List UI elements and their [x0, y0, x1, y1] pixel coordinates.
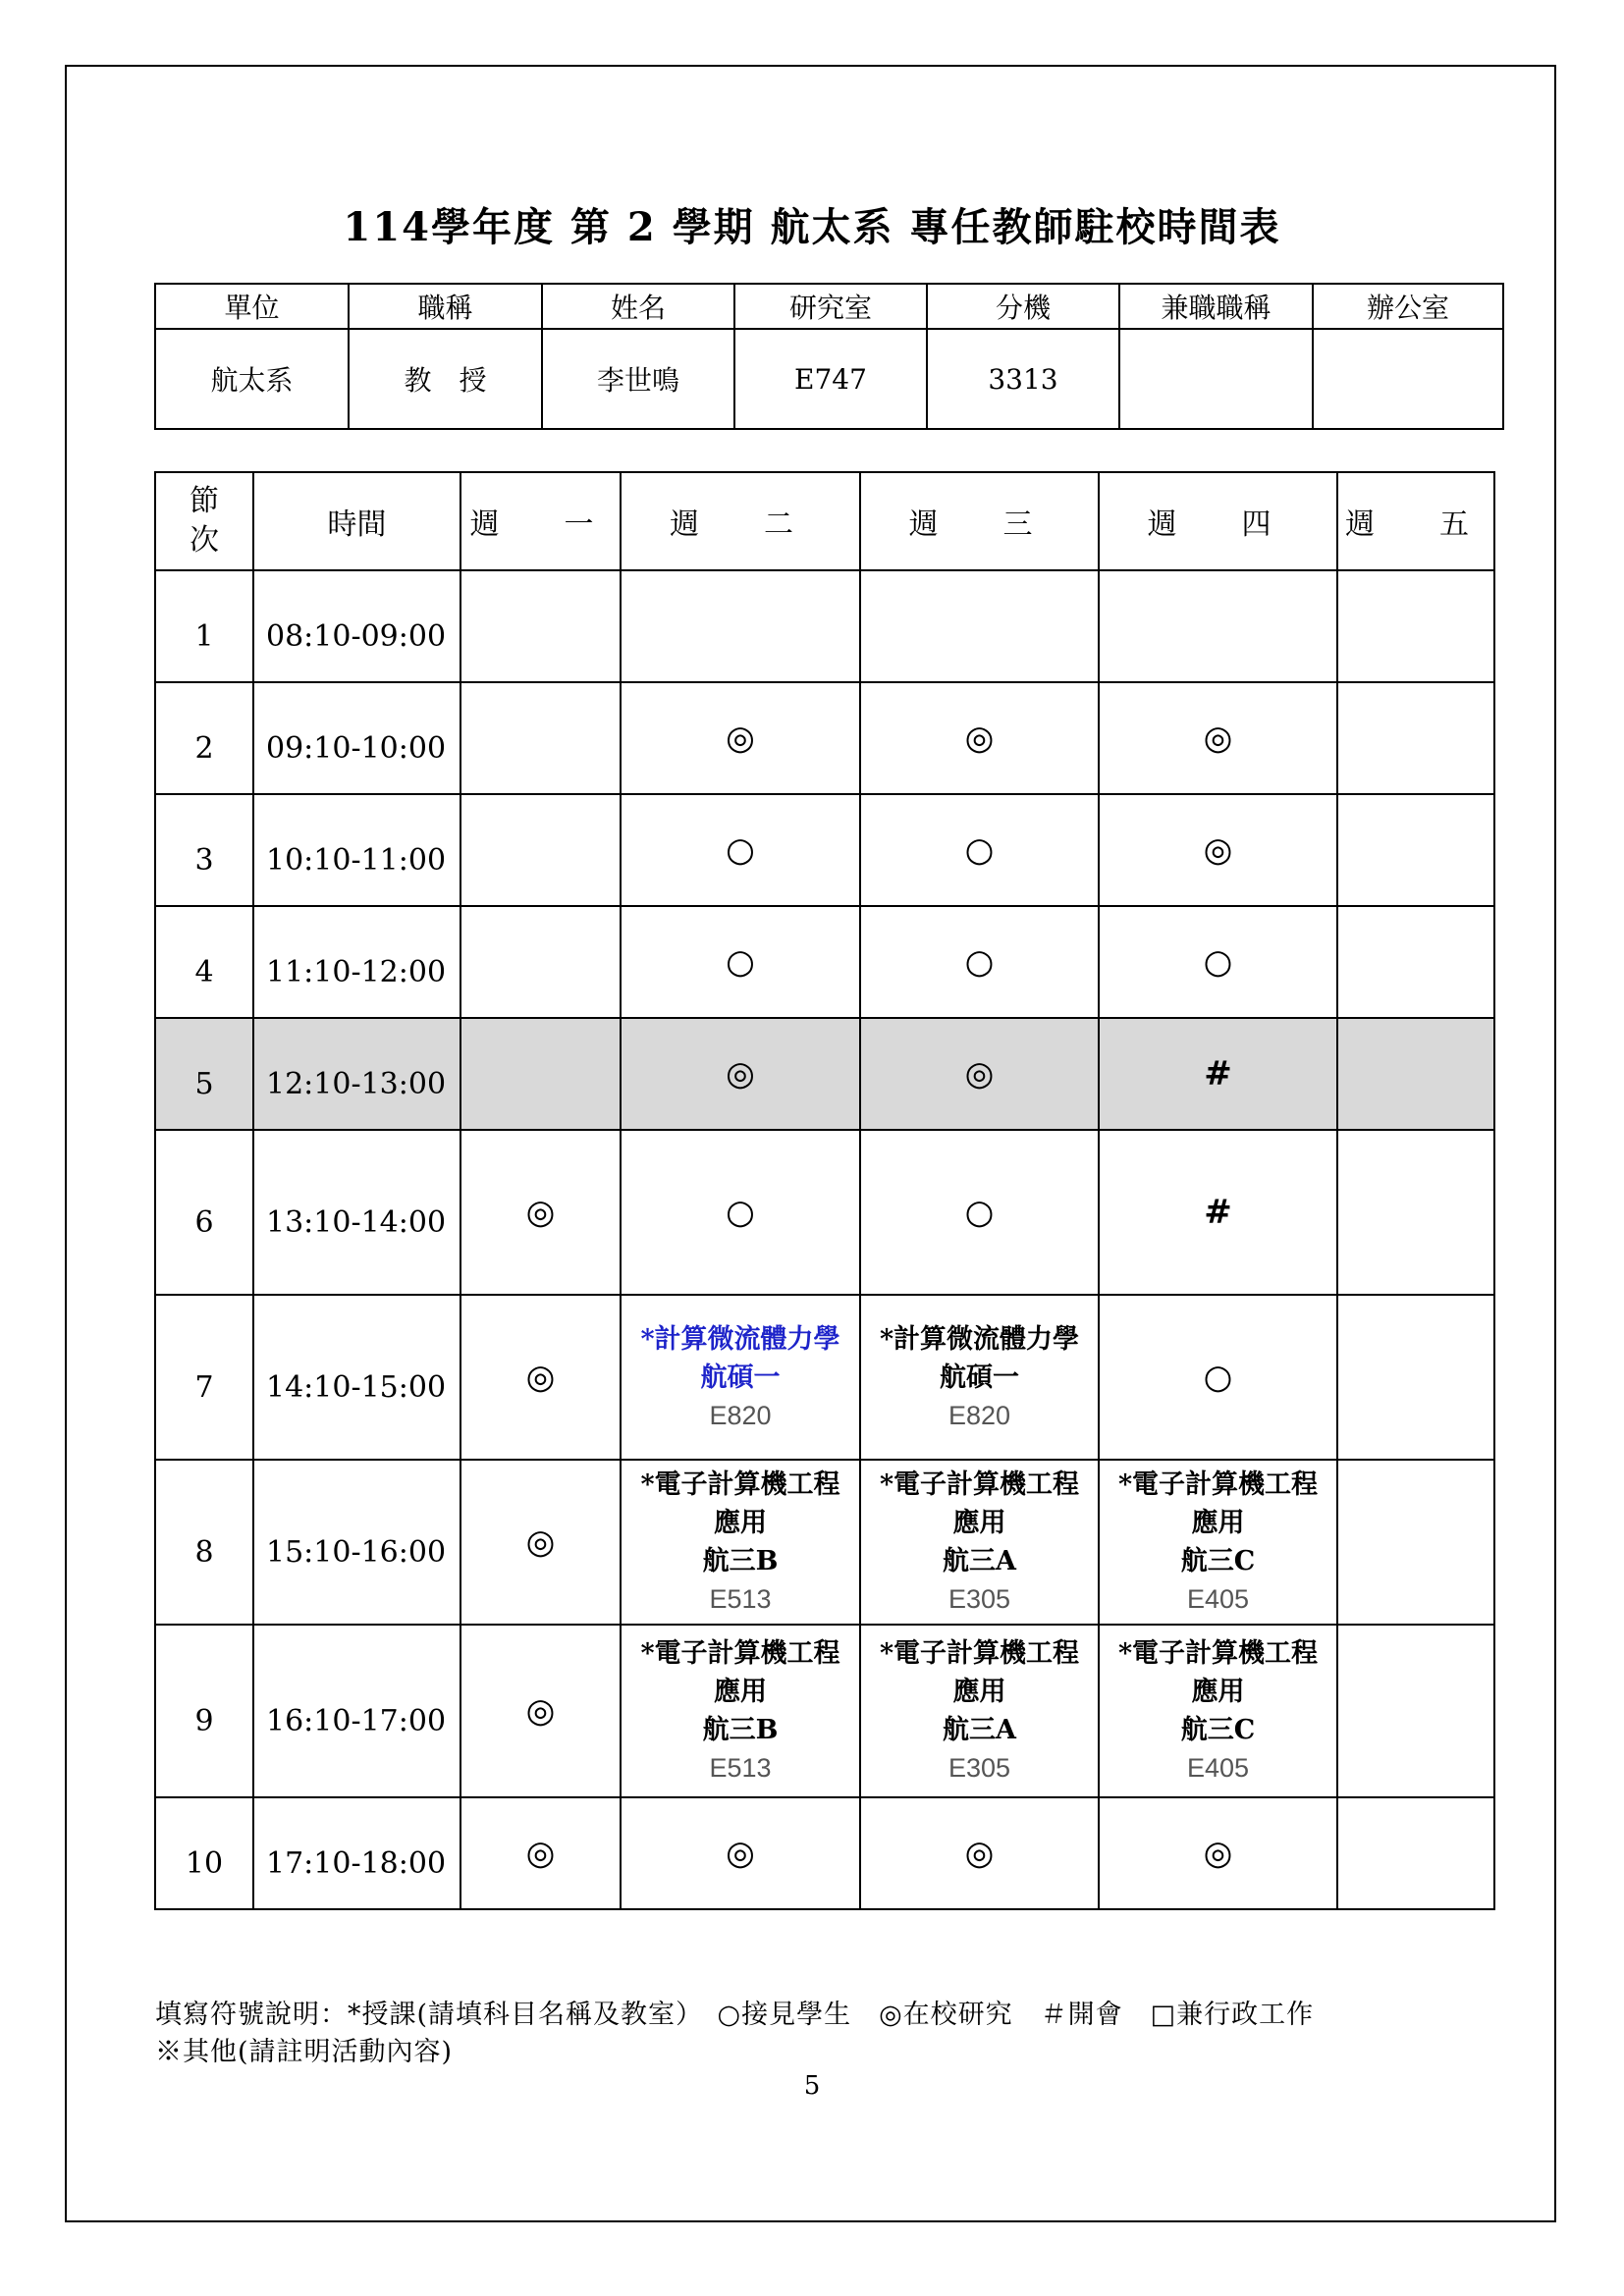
research-mark	[460, 1625, 621, 1797]
research-mark-symbol: ◎	[1203, 830, 1233, 870]
schedule-row	[155, 1625, 1494, 1797]
course-name: *電子計算機工程 應用	[1117, 1469, 1319, 1538]
period-time: 13:10-14:00	[253, 1130, 460, 1295]
research-mark-symbol: ◎	[525, 1522, 556, 1562]
research-mark	[1099, 682, 1337, 794]
empty-cell	[1337, 1130, 1494, 1295]
meeting-mark	[1099, 1130, 1337, 1295]
period-time: 14:10-15:00	[253, 1295, 460, 1460]
info-header-title: 職稱	[349, 284, 542, 329]
course-entry	[1100, 1466, 1336, 1619]
research-mark-symbol: ◎	[726, 1054, 755, 1094]
research-mark	[621, 682, 860, 794]
research-mark	[460, 1295, 621, 1460]
empty-cell	[460, 906, 621, 1018]
info-unit: 航太系	[155, 329, 349, 429]
research-mark-symbol: ◎	[525, 1193, 556, 1232]
research-mark-symbol: ◎	[964, 1054, 995, 1094]
schedule-row	[155, 1018, 1494, 1130]
info-admin-office	[1313, 329, 1503, 429]
period-time: 09:10-10:00	[253, 682, 460, 794]
course-name: *電子計算機工程 應用	[1117, 1638, 1319, 1707]
schedule-row	[155, 570, 1494, 682]
legend-other: ※其他(請註明活動內容)	[155, 2037, 454, 2067]
period-time: 10:10-11:00	[253, 794, 460, 906]
course-cell	[860, 1625, 1099, 1797]
course-entry	[622, 1634, 859, 1788]
course-name: *計算微流體力學	[640, 1323, 840, 1355]
research-mark	[860, 1018, 1099, 1130]
info-header-concurrent-title: 兼職職稱	[1119, 284, 1313, 329]
course-room: E305	[947, 1753, 1011, 1783]
course-cell	[860, 1295, 1099, 1460]
info-office: E747	[734, 329, 927, 429]
student-meeting-mark	[1099, 1295, 1337, 1460]
course-entry	[622, 1466, 859, 1619]
period-number: 3	[155, 794, 253, 906]
research-mark-symbol: ◎	[964, 1834, 995, 1873]
info-header-office: 研究室	[734, 284, 927, 329]
header-period: 節 次	[155, 472, 253, 570]
student-meeting-mark	[860, 906, 1099, 1018]
course-class: 航三B	[702, 1546, 779, 1576]
schedule-row	[155, 682, 1494, 794]
schedule-row	[155, 794, 1494, 906]
student-meeting-mark	[621, 794, 860, 906]
info-extension: 3313	[927, 329, 1119, 429]
course-entry	[1100, 1634, 1336, 1788]
course-entry	[861, 1634, 1098, 1788]
course-room: E405	[1186, 1753, 1250, 1783]
info-name: 李世鳴	[542, 329, 734, 429]
research-mark	[621, 1018, 860, 1130]
empty-cell	[460, 682, 621, 794]
period-number: 7	[155, 1295, 253, 1460]
period-number: 9	[155, 1625, 253, 1797]
period-number: 10	[155, 1797, 253, 1909]
page-number: 5	[803, 2071, 821, 2101]
info-header-unit: 單位	[155, 284, 349, 329]
course-class: 航碩一	[700, 1362, 781, 1393]
period-time: 12:10-13:00	[253, 1018, 460, 1130]
course-class: 航三A	[943, 1546, 1016, 1576]
research-mark	[460, 1460, 621, 1625]
period-time: 17:10-18:00	[253, 1797, 460, 1909]
legend	[155, 1997, 1314, 2071]
info-header-name: 姓名	[542, 284, 734, 329]
student-meeting-mark	[860, 1130, 1099, 1295]
course-room: E305	[947, 1584, 1011, 1614]
student-meeting-mark-symbol: ○	[726, 942, 755, 982]
schedule-row	[155, 1295, 1494, 1460]
research-mark	[1099, 1797, 1337, 1909]
meeting-mark-symbol: #	[1204, 1193, 1232, 1232]
period-time: 08:10-09:00	[253, 570, 460, 682]
course-class: 航三A	[943, 1715, 1016, 1745]
research-mark-symbol: ◎	[525, 1358, 556, 1397]
course-cell	[1099, 1460, 1337, 1625]
period-time: 11:10-12:00	[253, 906, 460, 1018]
research-mark-symbol: ◎	[726, 719, 755, 758]
course-name: *電子計算機工程 應用	[640, 1638, 840, 1707]
empty-cell	[621, 570, 860, 682]
student-meeting-mark-symbol: ○	[726, 1193, 755, 1232]
student-meeting-mark-symbol: ○	[964, 1193, 995, 1232]
period-number: 8	[155, 1460, 253, 1625]
course-room: E405	[1186, 1584, 1250, 1614]
empty-cell	[460, 570, 621, 682]
course-class: 航碩一	[940, 1362, 1019, 1393]
student-meeting-mark-symbol: ○	[1203, 942, 1233, 982]
empty-cell	[1337, 1018, 1494, 1130]
course-entry	[622, 1320, 859, 1435]
research-mark	[1099, 794, 1337, 906]
empty-cell	[1099, 570, 1337, 682]
empty-cell	[1337, 1295, 1494, 1460]
research-mark-symbol: ◎	[1203, 719, 1233, 758]
schedule-row	[155, 906, 1494, 1018]
period-time: 16:10-17:00	[253, 1625, 460, 1797]
course-cell	[860, 1460, 1099, 1625]
empty-cell	[1337, 1460, 1494, 1625]
schedule-row	[155, 1797, 1494, 1909]
course-room: E513	[709, 1584, 772, 1614]
course-room: E820	[709, 1400, 772, 1430]
research-mark-symbol: ◎	[525, 1691, 556, 1731]
student-meeting-mark-symbol: ○	[964, 942, 995, 982]
student-meeting-mark	[621, 1130, 860, 1295]
student-meeting-mark	[621, 906, 860, 1018]
research-mark-symbol: ◎	[525, 1834, 556, 1873]
info-header-extension: 分機	[927, 284, 1119, 329]
course-cell	[621, 1295, 860, 1460]
course-class: 航三C	[1180, 1546, 1256, 1576]
research-mark-symbol: ◎	[964, 719, 995, 758]
course-name: *電子計算機工程 應用	[640, 1469, 840, 1538]
schedule-row	[155, 1130, 1494, 1295]
course-cell	[621, 1460, 860, 1625]
course-cell	[1099, 1625, 1337, 1797]
research-mark	[460, 1797, 621, 1909]
empty-cell	[1337, 570, 1494, 682]
period-time: 15:10-16:00	[253, 1460, 460, 1625]
course-cell	[621, 1625, 860, 1797]
research-mark-symbol: ◎	[1203, 1834, 1233, 1873]
student-meeting-mark	[1099, 906, 1337, 1018]
course-name: *電子計算機工程 應用	[879, 1469, 1080, 1538]
teacher-info-table	[154, 283, 1504, 430]
header-tue: 週 二	[621, 472, 860, 570]
period-number: 5	[155, 1018, 253, 1130]
empty-cell	[1337, 682, 1494, 794]
meeting-mark	[1099, 1018, 1337, 1130]
course-room: E820	[947, 1400, 1011, 1430]
header-thu: 週 四	[1099, 472, 1337, 570]
student-meeting-mark-symbol: ○	[726, 830, 755, 870]
info-concurrent-title	[1119, 329, 1313, 429]
header-time: 時間	[253, 472, 460, 570]
empty-cell	[1337, 794, 1494, 906]
schedule-table	[154, 471, 1495, 1910]
research-mark	[621, 1797, 860, 1909]
header-wed: 週 三	[860, 472, 1099, 570]
period-number: 1	[155, 570, 253, 682]
research-mark	[460, 1130, 621, 1295]
course-room: E513	[709, 1753, 772, 1783]
student-meeting-mark-symbol: ○	[964, 830, 995, 870]
empty-cell	[460, 794, 621, 906]
research-mark-symbol: ◎	[726, 1834, 755, 1873]
empty-cell	[1337, 906, 1494, 1018]
research-mark	[860, 1797, 1099, 1909]
course-name: *計算微流體力學	[879, 1323, 1080, 1355]
page-title: 114學年度 第 2 學期 航太系 專任教師駐校時間表	[343, 204, 1281, 250]
period-number: 4	[155, 906, 253, 1018]
research-mark	[860, 682, 1099, 794]
empty-cell	[1337, 1625, 1494, 1797]
period-number: 2	[155, 682, 253, 794]
info-header-admin-office: 辦公室	[1313, 284, 1503, 329]
legend-symbols: 填寫符號說明：*授課(請填科目名稱及教室） ○接見學生 ◎在校研究 ＃開會 □兼行政工作	[155, 2000, 1315, 2030]
course-entry	[861, 1466, 1098, 1619]
student-meeting-mark-symbol: ○	[1203, 1358, 1233, 1397]
empty-cell	[860, 570, 1099, 682]
header-mon: 週 一	[460, 472, 621, 570]
course-class: 航三C	[1180, 1715, 1256, 1745]
header-fri: 週 五	[1337, 472, 1494, 570]
course-entry	[861, 1320, 1098, 1435]
empty-cell	[1337, 1797, 1494, 1909]
empty-cell	[460, 1018, 621, 1130]
info-title: 教 授	[349, 329, 542, 429]
course-name: *電子計算機工程 應用	[879, 1638, 1080, 1707]
course-class: 航三B	[702, 1715, 779, 1745]
schedule-row	[155, 1460, 1494, 1625]
period-number: 6	[155, 1130, 253, 1295]
student-meeting-mark	[860, 794, 1099, 906]
meeting-mark-symbol: #	[1204, 1054, 1232, 1094]
